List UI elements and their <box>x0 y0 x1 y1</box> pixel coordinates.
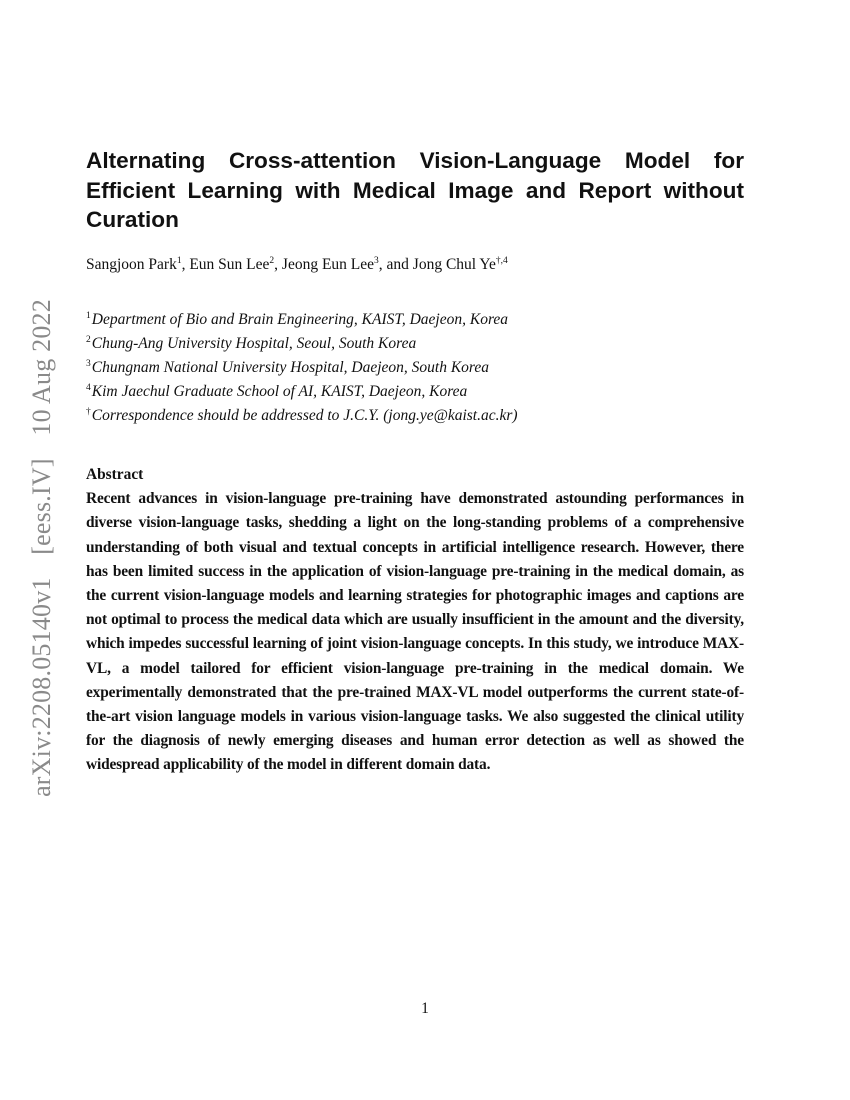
paper-title <box>86 146 744 235</box>
author-separator: , <box>181 256 190 273</box>
author-affiliation-mark: 1 <box>176 256 182 266</box>
author-separator: , <box>274 256 282 273</box>
title-line-2: Efficient Learning with Medical Image and Report without <box>86 177 744 203</box>
author-name: Eun Sun Lee <box>189 256 270 273</box>
affiliation-item <box>86 332 518 356</box>
affiliation-item <box>86 356 518 380</box>
title-line-1: Alternating Cross-attention Vision-Language Model for <box>86 148 744 173</box>
affiliation-list <box>86 308 518 428</box>
abstract-section <box>86 463 744 778</box>
affiliation-mark: 3 <box>86 359 91 369</box>
affiliation-text: Kim Jaechul Graduate School of AI, KAIST, Daejeon, Korea <box>91 383 468 400</box>
abstract-heading: Abstract <box>86 466 144 483</box>
correspondence-text: Correspondence should be addressed to J.C.Y. (jong.ye@kaist.ac.kr) <box>91 407 518 424</box>
affiliation-mark: 1 <box>86 311 91 321</box>
arxiv-identifier-stamp <box>27 283 57 797</box>
author-name: Jong Chul Ye <box>412 256 496 273</box>
title-line-3: Curation <box>86 207 179 232</box>
dagger-mark: † <box>86 407 91 417</box>
affiliation-text: Chung-Ang University Hospital, Seoul, South Korea <box>91 335 417 352</box>
page-number: 1 <box>421 1000 429 1017</box>
correspondence-note <box>86 404 518 428</box>
author-affiliation-mark: 2 <box>269 256 275 266</box>
affiliation-text: Department of Bio and Brain Engineering, KAIST, Daejeon, Korea <box>91 311 509 328</box>
author-name: Sangjoon Park <box>86 256 177 273</box>
author-affiliation-mark: †,4 <box>495 256 508 266</box>
author-separator: , and <box>378 256 413 273</box>
affiliation-mark: 2 <box>86 335 91 345</box>
affiliation-mark: 4 <box>86 383 91 393</box>
affiliation-item <box>86 308 518 332</box>
arxiv-category: [eess.IV] <box>27 458 56 555</box>
author-list <box>86 256 508 274</box>
author-name: Jeong Eun Lee <box>281 256 375 273</box>
affiliation-text: Chungnam National University Hospital, Daejeon, South Korea <box>91 359 489 376</box>
affiliation-item <box>86 380 518 404</box>
author-affiliation-mark: 3 <box>374 256 379 266</box>
arxiv-id: arXiv:2208.05140v1 <box>27 577 56 797</box>
abstract-body: Recent advances in vision-language pre-training have demonstrated astounding performances in diverse vision-language tasks, shedding a light on the long-standing problems of a comprehensive understanding of both visual and textual concepts in artificial intelligence research. However, there has been limited success in the application of vision-language pre-training in the medical domain, as the current vision-language models and learning strategies for photographic images and captions are not optimal to process the medical data which are usually insufficient in the amount and the diversity, which impedes successful learning of joint vision-language concepts. In this study, we introduce MAX-VL, a model tailored for efficient vision-language pre-training in the medical domain. We experimentally demonstrated that the pre-trained MAX-VL model outperforms the current state-of-the-art vision language models in various vision-language tasks. We also suggested the clinical utility for the diagnosis of newly emerging diseases and human error detection as well as showed the widespread applicability of the model in different domain data. <box>86 490 744 774</box>
arxiv-date: 10 Aug 2022 <box>27 299 56 436</box>
